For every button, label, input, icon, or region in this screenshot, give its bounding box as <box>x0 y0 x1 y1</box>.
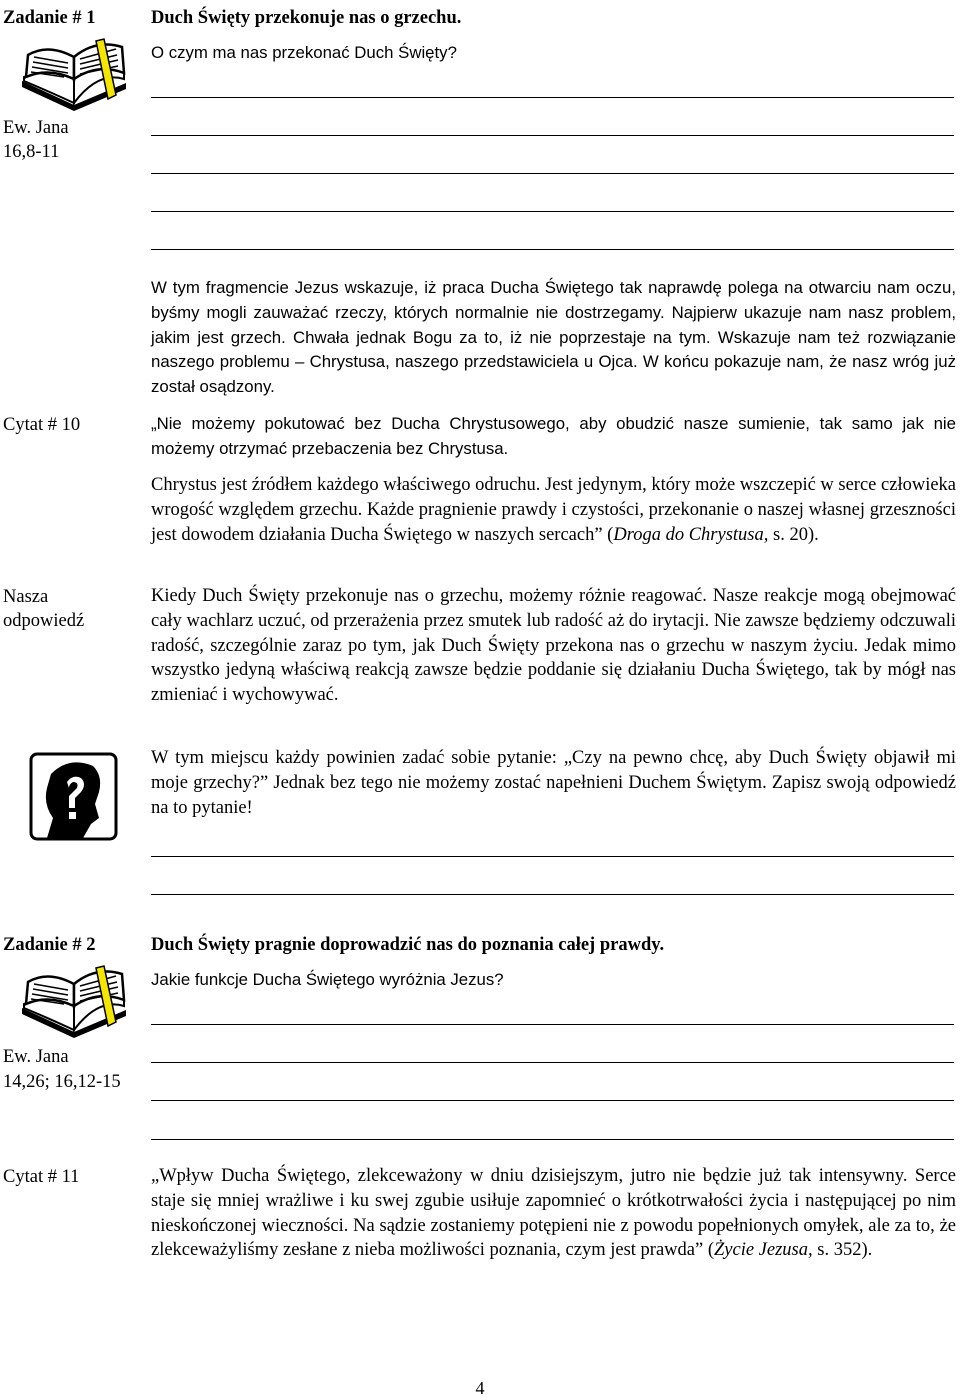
answer-paragraph-2: W tym miejscu każdy powinien zadać sobie pytanie: „Czy na pewno chcę, aby Duch Święty objawił mi moje grzechy?” Jednak bez tego nie możemy zostać napełnieni Duchem Świętym. Zapisz swoją odpowiedź na to pytanie! <box>151 748 956 818</box>
answer-line[interactable] <box>151 1062 954 1063</box>
quote11-label: Cytat # 11 <box>3 1167 80 1187</box>
answer-line[interactable] <box>151 211 954 212</box>
quote10-page: s. 20). <box>768 524 819 545</box>
answer-line[interactable] <box>151 1100 954 1101</box>
book-icon <box>18 960 130 1040</box>
quote11-paragraph <box>151 1164 956 1263</box>
book-icon <box>18 33 130 113</box>
quote10-paragraph-1: „Nie możemy pokutować bez Ducha Chrystusowego, aby obudzić nasze sumienie, tak samo jak nie możemy otrzymać przebaczenia bez Chrystusa. <box>151 414 956 458</box>
task1-label: Zadanie # 1 <box>3 8 96 28</box>
quote10-label: Cytat # 10 <box>3 415 81 435</box>
task2-label: Zadanie # 2 <box>3 935 96 955</box>
task1-ref-line1: Ew. Jana <box>3 118 69 138</box>
answer-line[interactable] <box>151 135 954 136</box>
task2-ref-line2: 14,26; 16,12-15 <box>3 1072 121 1092</box>
quote10-text: Chrystus jest źródłem każdego właściwego odruchu. Jest jedynym, który może wszczepić w serce człowieka wrogość względem grzechu. Każde pragnienie prawdy i czystości, przekonanie o naszej własnej grzeszności jest dowodem działania Ducha Świętego w naszych sercach” ( <box>151 475 957 545</box>
answer-line[interactable] <box>151 97 954 98</box>
quote10-paragraph-2 <box>151 473 956 547</box>
answer-label-line1: Nasza <box>3 587 49 607</box>
answer-line[interactable] <box>151 894 954 895</box>
quote11-page: s. 352). <box>812 1240 873 1261</box>
task1-title: Duch Święty przekonuje nas o grzechu. <box>151 8 462 28</box>
answer-line[interactable] <box>151 249 954 250</box>
page-number: 4 <box>475 1378 485 1398</box>
answer-line[interactable] <box>151 1024 954 1025</box>
quote10-source: Droga do Chrystusa, <box>613 524 769 545</box>
task2-title: Duch Święty pragnie doprowadzić nas do poznania całej prawdy. <box>151 935 665 955</box>
task2-question: Jakie funkcje Ducha Świętego wyróżnia Jezus? <box>151 970 504 989</box>
answer-line[interactable] <box>151 173 954 174</box>
answer-label-line2: odpowiedź <box>3 611 85 631</box>
task1-ref-line2: 16,8-11 <box>3 142 60 162</box>
answer-paragraph-1: Kiedy Duch Święty przekonuje nas o grzechu, możemy różnie reagować. Nasze reakcje mogą obejmować cały wachlarz uczuć, od przerażenia przez smutek lub radość aż do irytacji. Nie zawsze będziemy odczuwali radość, szczególnie zaraz po tym, jak Duch Święty przekona nas o grzechu w naszym życiu. Jedak mimo wszystko jedyną właściwą reakcją zawsze będzie poddanie się działaniu Ducha Świętego, tak by mógł nas zmieniać i wychowywać. <box>151 586 956 706</box>
task2-ref-line1: Ew. Jana <box>3 1047 69 1067</box>
answer-line[interactable] <box>151 856 954 857</box>
question-head-icon <box>29 752 118 841</box>
quote11-source: Życie Jezusa, <box>713 1240 813 1261</box>
task1-question: O czym ma nas przekonać Duch Święty? <box>151 43 457 62</box>
answer-line[interactable] <box>151 1139 954 1140</box>
task1-commentary: W tym fragmencie Jezus wskazuje, iż praca Ducha Świętego tak naprawdę polega na otwarciu nam oczu, byśmy mogli zauważać rzeczy, których normalnie nie dostrzegamy. Najpierw ukazuje nam nasz problem, jakim jest grzech. Chwała jednak Bogu za to, iż nie poprzestaje na tym. Wskazuje nam też rozwiązanie naszego problemu – Chrystusa, naszego przedstawiciela u Ojca. W końcu pokazuje nam, że nasz wróg już został osądzony. <box>151 278 956 397</box>
quote11-text: „Wpływ Ducha Świętego, zlekceważony w dniu dzisiejszym, jutro nie będzie już tak intensywny. Serce staje się mniej wrażliwe i ku swej zgubie usiłuje zapomnieć o krótkotrwałości życia i następującej po nim nieskończonej wieczności. Na sądzie zostaniemy potępieni nie z powodu popełnionych omyłek, ale za to, że zlekceważyliśmy zesłane z nieba możliwości poznania, czym jest prawda” ( <box>151 1166 956 1261</box>
